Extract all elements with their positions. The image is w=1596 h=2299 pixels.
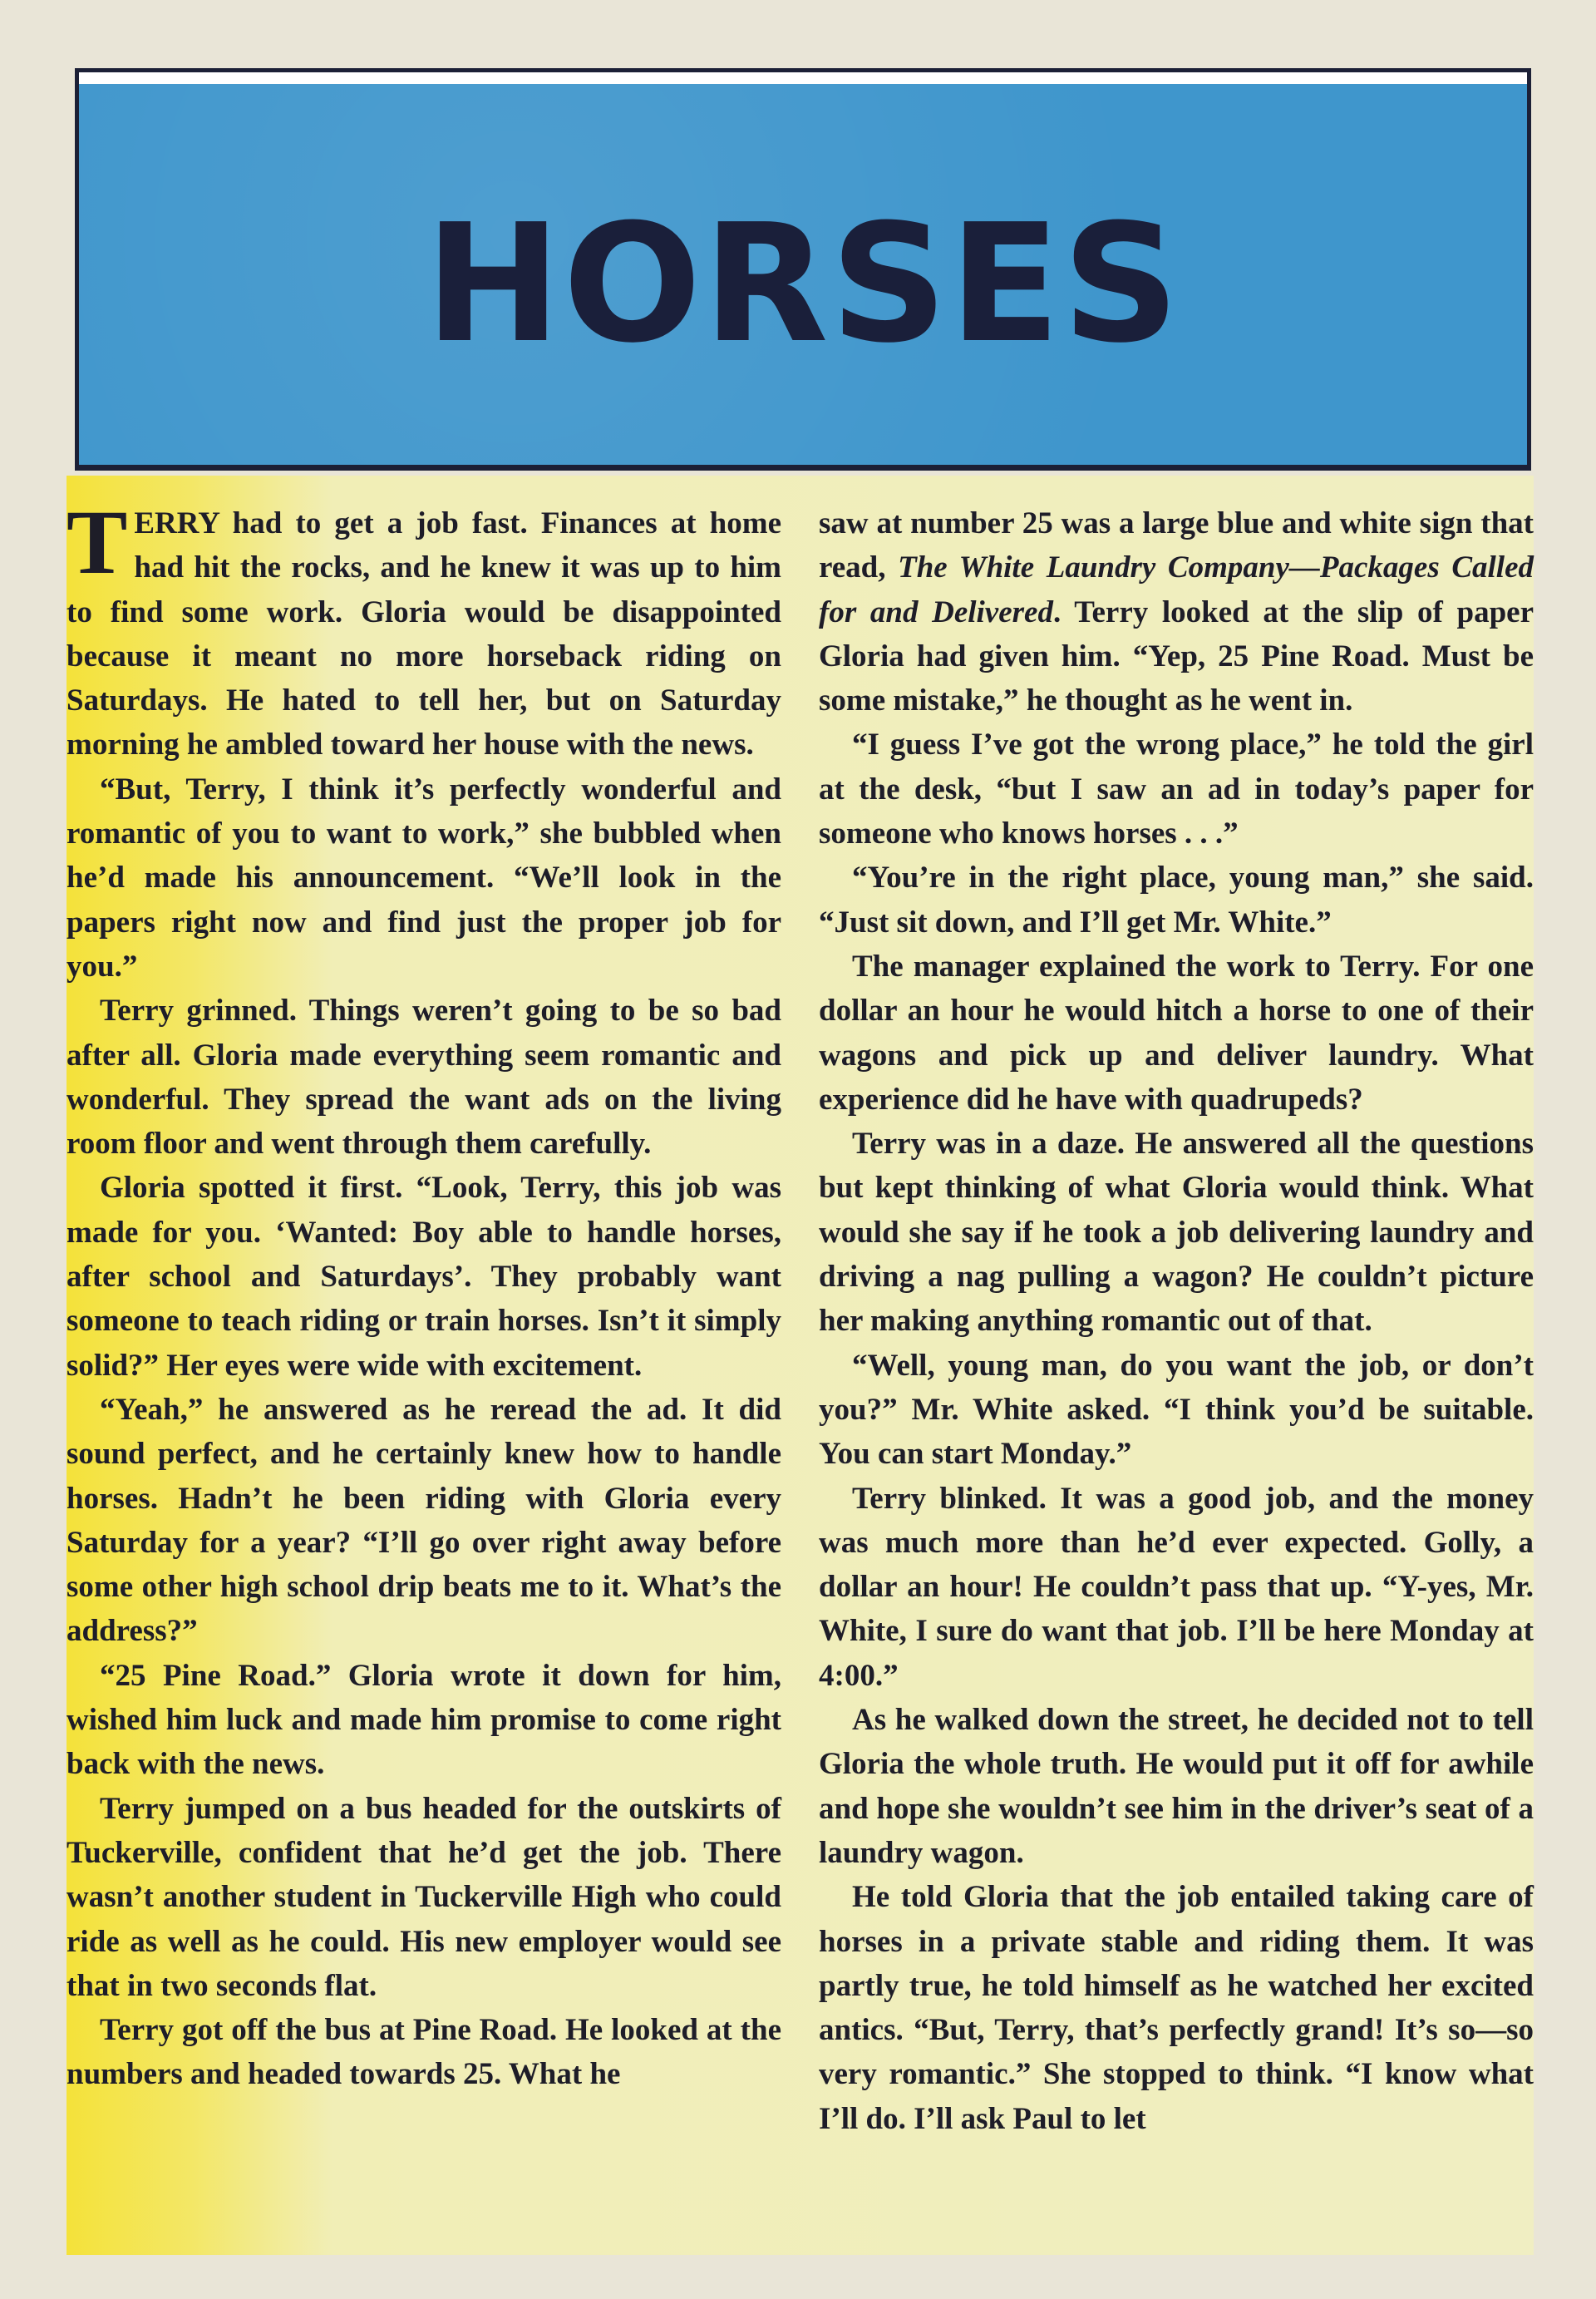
story-paragraph: He told Gloria that the job entailed taking care of horses in a private stable and riding them. It was partly true, he told himself as he watched her excited antics. “But, Terry, that’s perfectly grand! It’s so—so very romantic.” She stopped to think. “I know what I’ll do. I’ll ask Paul to let [819, 1880, 1534, 2136]
page-title: HORSES [425, 190, 1181, 379]
title-banner [75, 68, 1531, 471]
drop-cap: T [66, 491, 128, 593]
story-paragraph: “Well, young man, do you want the job, or don’t you?” Mr. White asked. “I think you’d be suitable. You can start Monday.” [819, 1348, 1534, 1472]
story-paragraph: “You’re in the right place, young man,” she said. “Just sit down, and I’ll get Mr. White.” [819, 861, 1534, 940]
story-paragraph: “I guess I’ve got the wrong place,” he told the girl at the desk, “but I saw an ad in today’s paper for someone who knows horses . . .” [819, 728, 1534, 851]
story-paragraph: Terry blinked. It was a good job, and the money was much more than he’d ever expected. Golly, a dollar an hour! He couldn’t pass that up. “Y-yes, Mr. White, I sure do want that job. I’ll be here Monday at 4:00.” [819, 1481, 1534, 1693]
story-paragraph: Terry jumped on a bus headed for the outskirts of Tuckerville, confident that he’d get the job. There wasn’t another student in Tuckerville High who could ride as well as he could. His new employer would see that in two seconds flat. [66, 1791, 781, 2003]
story-column-left [66, 491, 781, 2097]
story-paragraph: Terry grinned. Things weren’t going to be so bad after all. Gloria made everything seem romantic and wonderful. They spread the want ads on the living room floor and went through them carefully. [66, 994, 781, 1162]
story-paragraph [66, 491, 781, 767]
story-column-right [819, 501, 1534, 2141]
story-paragraph: The manager explained the work to Terry. For one dollar an hour he would hitch a horse to one of their wagons and pick up and deliver laundry. What experience did he have with quadrupeds? [819, 949, 1534, 1117]
story-paragraph: “25 Pine Road.” Gloria wrote it down for him, wished him luck and made him promise to come right back with the news. [66, 1658, 781, 1782]
story-paragraph: Terry was in a daze. He answered all the questions but kept thinking of what Gloria would think. What would she say if he took a job delivering laundry and driving a nag pulling a wagon? He couldn’t picture her making anything romantic out of that. [819, 1127, 1534, 1339]
story-paragraph: Terry got off the bus at Pine Road. He looked at the numbers and headed towards 25. What he [66, 2013, 781, 2092]
story-paragraph: Gloria spotted it first. “Look, Terry, this job was made for you. ‘Wanted: Boy able to handle horses, after school and Saturdays’. They probably want someone to teach riding or train horses. Isn’t it simply solid?” Her eyes were wide with excitement. [66, 1171, 781, 1383]
story-paragraph [819, 501, 1534, 723]
paragraph-text: . Terry looked at the slip of paper Gloria had given him. “Yep, 25 Pine Road. Must be some mistake,” he thought as he went in. [819, 594, 1534, 718]
paragraph-text: saw at number 25 was a large blue and white sign that read, [819, 506, 1534, 585]
sign-text: The White Laundry Company—Packages Called for and Delivered [819, 550, 1534, 629]
story-paragraph: “But, Terry, I think it’s perfectly wonderful and romantic of you to want to work,” she bubbled when he’d made his announcement. “We’ll look in the papers right now and find just the proper job for you.” [66, 772, 781, 984]
story-paragraph: “Yeah,” he answered as he reread the ad. It did sound perfect, and he certainly knew how to handle horses. Hadn’t he been riding with Gloria every Saturday for a year? “I’ll go over right away before some other high school drip beats me to it. What’s the address?” [66, 1392, 781, 1649]
paragraph-text: ERRY had to get a job fast. Finances at home had hit the rocks, and he knew it was up to him to find some work. Gloria would be disappointed because it meant no more horseback riding on Saturdays. He hated to tell her, but on Saturday morning he ambled toward her house with the news. [66, 506, 781, 762]
story-paragraph: As he walked down the street, he decided not to tell Gloria the whole truth. He would put it off for awhile and hope she wouldn’t see him in the driver’s seat of a laundry wagon. [819, 1703, 1534, 1870]
